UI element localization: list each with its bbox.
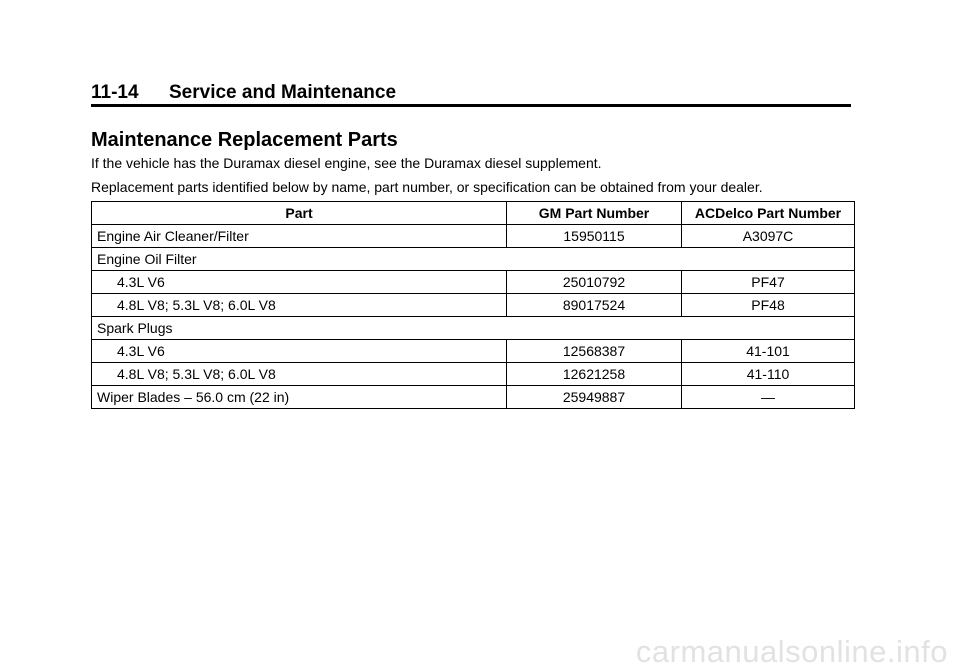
table-row <box>92 294 855 317</box>
part-cell: 4.3L V6 <box>92 271 507 294</box>
section-title: Maintenance Replacement Parts <box>91 129 398 151</box>
part-group-cell: Engine Oil Filter <box>92 248 855 271</box>
gm-part-number-cell: 25010792 <box>507 271 682 294</box>
table-group-row <box>92 248 855 271</box>
table-row <box>92 363 855 386</box>
gm-part-number-cell: 15950115 <box>507 225 682 248</box>
part-group-cell: Spark Plugs <box>92 317 855 340</box>
chapter-title: Service and Maintenance <box>169 82 397 103</box>
column-header-acdelco-part-number: ACDelco Part Number <box>682 202 855 225</box>
gm-part-number-cell: 12621258 <box>507 363 682 386</box>
replacement-parts-table <box>91 201 855 409</box>
gm-part-number-cell: 89017524 <box>507 294 682 317</box>
gm-part-number-cell: 25949887 <box>507 386 682 409</box>
acdelco-part-number-cell: 41-110 <box>682 363 855 386</box>
acdelco-part-number-cell: A3097C <box>682 225 855 248</box>
column-header-part: Part <box>92 202 507 225</box>
diesel-note-paragraph: If the vehicle has the Duramax diesel engine, see the Duramax diesel supplement. <box>91 155 602 171</box>
acdelco-part-number-cell: 41-101 <box>682 340 855 363</box>
gm-part-number-cell: 12568387 <box>507 340 682 363</box>
table-group-row <box>92 317 855 340</box>
page-header <box>91 82 851 107</box>
acdelco-part-number-cell: — <box>682 386 855 409</box>
table-header-row <box>92 202 855 225</box>
table-row <box>92 340 855 363</box>
watermark-text: carmanualsonline.info <box>635 634 948 669</box>
table-row <box>92 225 855 248</box>
dealer-note-paragraph: Replacement parts identified below by name, part number, or specification can be obtained from your dealer. <box>91 179 763 195</box>
acdelco-part-number-cell: PF48 <box>682 294 855 317</box>
column-header-gm-part-number: GM Part Number <box>507 202 682 225</box>
part-cell: 4.3L V6 <box>92 340 507 363</box>
table-row <box>92 271 855 294</box>
part-cell: Engine Air Cleaner/Filter <box>92 225 507 248</box>
part-cell: 4.8L V8; 5.3L V8; 6.0L V8 <box>92 363 507 386</box>
part-cell: 4.8L V8; 5.3L V8; 6.0L V8 <box>92 294 507 317</box>
part-cell: Wiper Blades – 56.0 cm (22 in) <box>92 386 507 409</box>
table-row <box>92 386 855 409</box>
page-number: 11-14 <box>91 82 139 103</box>
acdelco-part-number-cell: PF47 <box>682 271 855 294</box>
